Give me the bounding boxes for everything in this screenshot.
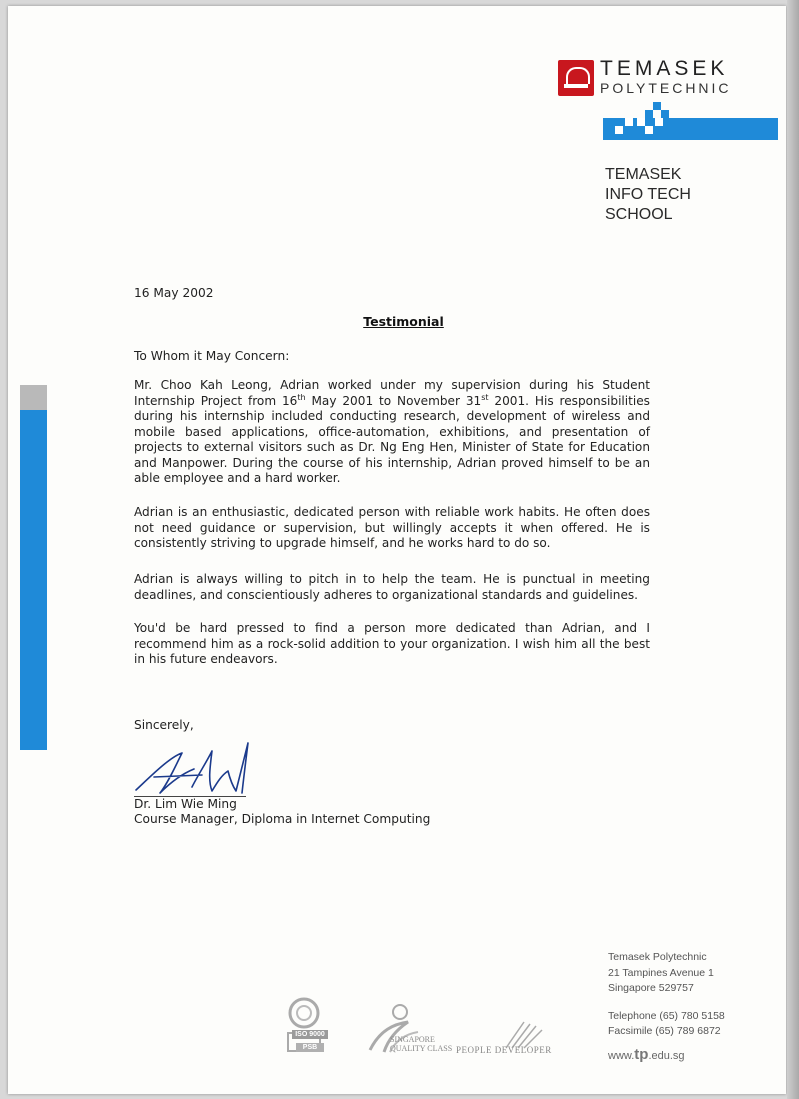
logo-title: TEMASEK [600,57,729,80]
temasek-emblem-icon [558,60,594,96]
salutation: To Whom it May Concern: [134,349,290,363]
paragraph-4: You'd be hard pressed to find a person more dedicated than Adrian, and I recommend him as a rock-solid addition to your organization. I wish him all the best in his future endeavors. [134,621,650,666]
temasek-logo [558,58,778,100]
letter-heading: Testimonial [363,314,444,329]
signer-name: Dr. Lim Wie Ming [134,797,237,811]
sq-text: SINGAPORE QUALITY CLASS [390,1035,453,1053]
website: www.tp.edu.sg [608,1046,685,1063]
facsimile: Facsimile (65) 789 6872 [608,1025,721,1037]
pd-text: PEOPLE DEVELOPER [456,1045,552,1055]
school-name: TEMASEK INFO TECH SCHOOL [605,166,691,223]
blue-side-bar [20,410,47,750]
signer-title: Course Manager, Diploma in Internet Computing [134,812,431,826]
closing: Sincerely, [134,718,194,732]
iso-sub-label: PSB [296,1043,324,1052]
scan-edge-shadow [787,0,799,1099]
signature-icon [132,735,262,800]
paragraph-2: Adrian is an enthusiastic, dedicated person with reliable work habits. He often does not need guidance or supervision, but willingly accepts it when offered. He is consistently striving to upgrade himself, and he works hard to do so. [134,505,650,550]
footer-address: Temasek Polytechnic 21 Tampines Avenue 1 Singapore 529757 Telephone (65) 780 5158 Facsimile (65) 789 6872 [608,950,725,1040]
paragraph-3: Adrian is always willing to pitch in to help the team. He is punctual in meeting deadlines, and conscientiously adheres to organizational standards and guidelines. [134,572,650,602]
paragraph-1: Mr. Choo Kah Leong, Adrian worked under my supervision during his Student Internship Project from 16th May 2001 to November 31st 2001. His responsibilities during his internship included conducting research, development of wireless and mobile based applications, office-automation, exhibitions, and presentation of projects to external visitors such as Dr. Ng Eng Hen, Minister of State for Education and Manpower. During the course of his internship, Adrian proved himself to be an able employee and a hard worker. [134,378,650,485]
grey-side-marker [20,385,47,410]
footer-certification-logos [270,990,590,1070]
letter-date: 16 May 2002 [134,286,214,300]
telephone: Telephone (65) 780 5158 [608,1009,725,1022]
iso-label: ISO 9000 [292,1030,328,1039]
logo-subtitle: POLYTECHNIC [600,80,732,96]
